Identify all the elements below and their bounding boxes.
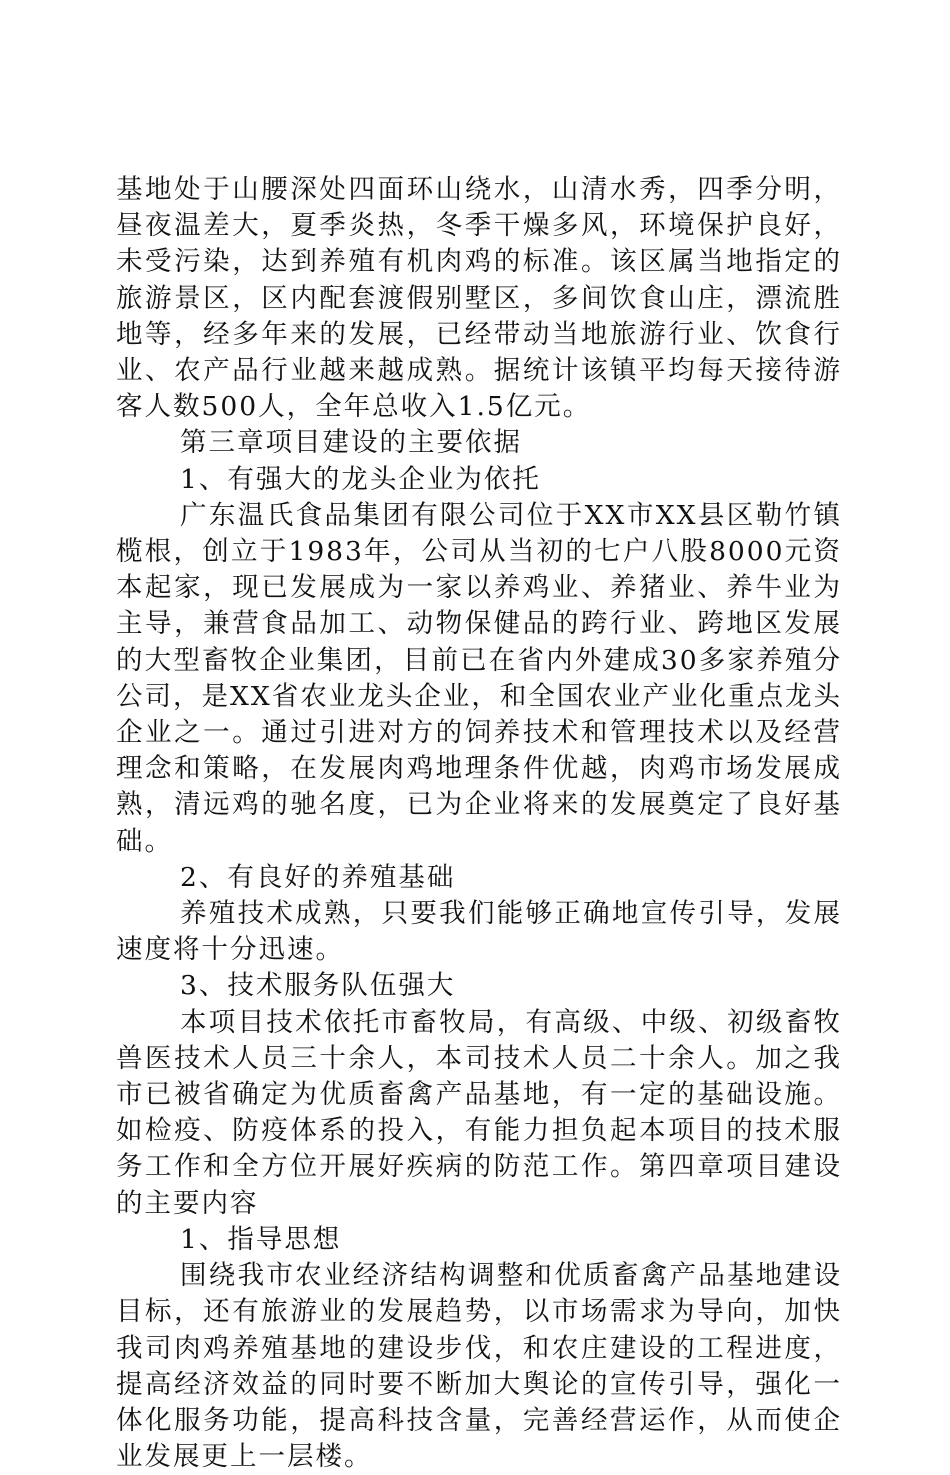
- chapter-three-heading: 第三章项目建设的主要依据: [180, 427, 522, 459]
- paragraph-wens-group: 广东温氏食品集团有限公司位于XX市XX县区勒竹镇榄根，创立于1983年，公司从当初的七户八股8000元资本起家，现已发展成为一家以养鸡业、养猪业、养牛业为主导，兼营食品加工、动物保健品的跨行业、跨地区发展的大型畜牧企业集团，目前已在省内外建成30多家养殖分公司，是XX省农业龙头企业，和全国农业产业化重点龙头企业之一。通过引进对方的饲养技术和管理技术以及经营理念和策略，在发展肉鸡地理条件优越，肉鸡市场发展成熟，清远鸡的驰名度，已为企业将来的发展奠定了良好基础。: [116, 499, 842, 857]
- paragraph-base-environment: 基地处于山腰深处四面环山绕水，山清水秀，四季分明，昼夜温差大，夏季炎热，冬季干燥多风，环境保护良好，未受污染，达到养殖有机肉鸡的标准。该区属当地指定的旅游景区，区内配套渡假别墅区，多间饮食山庄，漂流胜地等，经多年来的发展，已经带动当地旅游行业、饮食行业、农产品行业越来越成熟。据统计该镇平均每天接待游客人数500人，全年总收入1.5亿元。: [116, 174, 842, 423]
- section-heading-leading-enterprise: 1、有强大的龙头企业为依托: [180, 463, 541, 495]
- section-heading-breeding-foundation: 2、有良好的养殖基础: [180, 861, 456, 893]
- paragraph-guiding-ideology: 围绕我市农业经济结构调整和优质畜禽产品基地建设目标，还有旅游业的发展趋势，以市场需求为导向，加快我司肉鸡养殖基地的建设步伐，和农庄建设的工程进度，提高经济效益的同时要不断加大舆论的宣传引导，强化一体化服务功能，提高科技含量，完善经营运作，从而使企业发展更上一层楼。: [116, 1260, 842, 1473]
- paragraph-technical-support: 本项目技术依托市畜牧局，有高级、中级、初级畜牧兽医技术人员三十余人，本司技术人员二十余人。加之我市已被省确定为优质畜禽产品基地，有一定的基础设施。如检疫、防疫体系的投入，有能力担负起本项目的技术服务工作和全方位开展好疾病的防范工作。第四章项目建设的主要内容: [116, 1006, 842, 1219]
- section-heading-guiding-ideology: 1、指导思想: [180, 1223, 342, 1255]
- section-heading-technical-team: 3、技术服务队伍强大: [180, 970, 456, 1002]
- document-body: [116, 172, 842, 1475]
- paragraph-breeding-technology: 养殖技术成熟，只要我们能够正确地宣传引导，发展速度将十分迅速。: [116, 898, 842, 966]
